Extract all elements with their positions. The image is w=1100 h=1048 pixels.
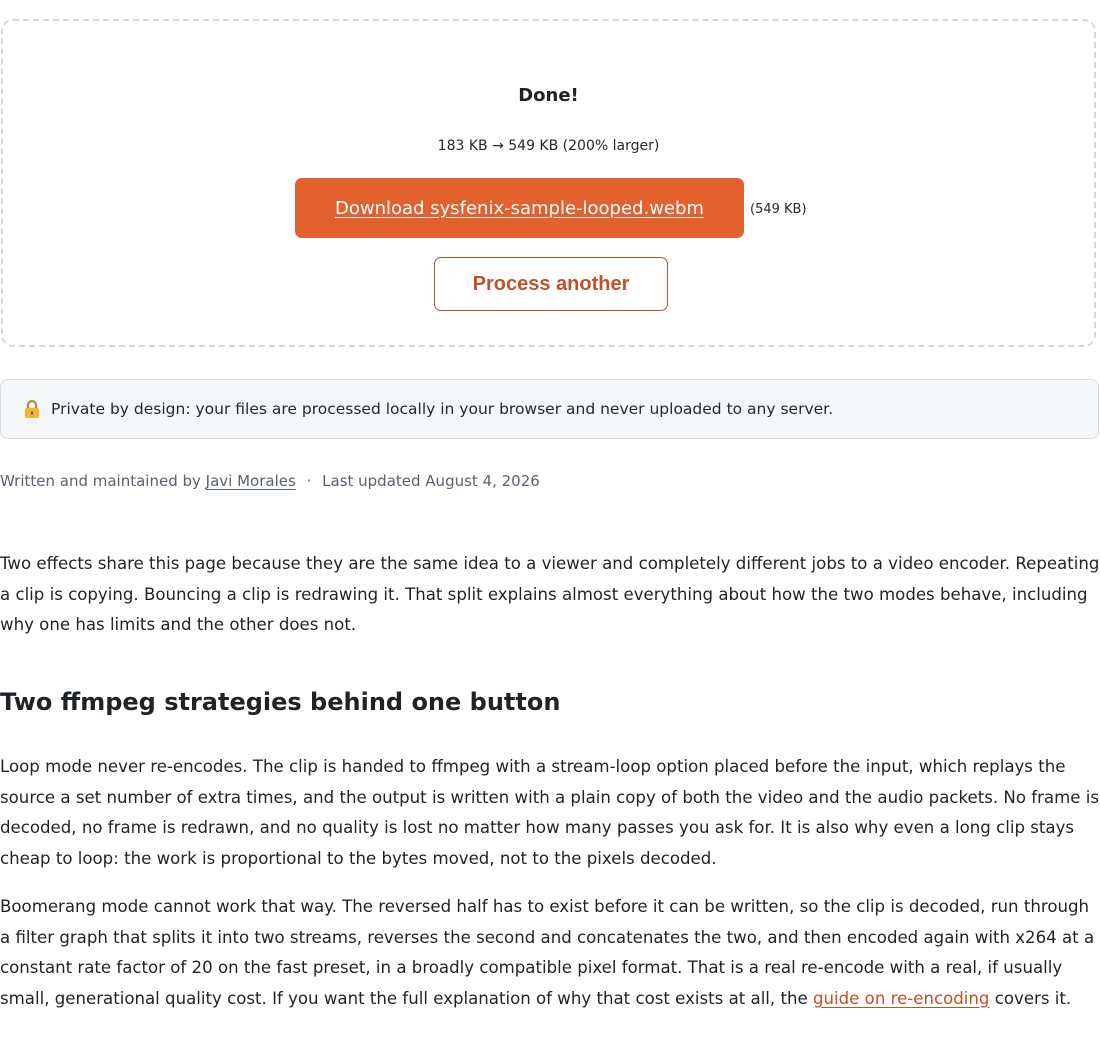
- boomerang-text: Boomerang mode cannot work that way. The reversed half has to exist before it can be written, so the clip is decoded, run through a filter graph that splits it into two streams, reverses the second and concatenates the two, and then encoded again with x264 at a constant rate factor of 20 on the fast preset, in a broadly compatible pixel format. That is a real re-encode with a real, if usually small, generational quality cost. If you want the full explanation of why that cost exists at all, the: [0, 897, 1095, 1008]
- loop-mode-paragraph: Loop mode never re-encodes. The clip is handed to ffmpeg with a stream-loop option placed before the input, which replays the source a set number of extra times, and the output is written with a plain copy of both the video and the audio packets. No frame is decoded, no frame is redrawn, and no quality is lost no matter how many passes you ask for. It is also why even a long clip stays cheap to loop: the work is proportional to the bytes moved, not to the pixels decoded.: [0, 757, 1099, 868]
- lock-icon: [23, 399, 41, 419]
- download-size: (549 KB): [750, 202, 807, 217]
- process-another-button[interactable]: Process another: [434, 257, 668, 311]
- done-title: Done!: [518, 85, 579, 106]
- boomerang-text-end: covers it.: [989, 988, 1072, 1008]
- size-summary: 183 KB → 549 KB (200% larger): [437, 138, 660, 154]
- byline-prefix: Written and maintained by: [0, 472, 201, 490]
- download-button[interactable]: Download sysfenix-sample-looped.webm: [295, 178, 744, 238]
- boomerang-mode-paragraph: [0, 892, 1100, 1014]
- last-updated: Last updated August 4, 2026: [322, 472, 540, 490]
- privacy-notice: [0, 379, 1099, 439]
- reencoding-guide-link[interactable]: guide on re-encoding: [812, 988, 990, 1008]
- result-card: [1, 19, 1096, 347]
- section-heading: Two ffmpeg strategies behind one button: [0, 688, 561, 716]
- byline-separator: ·: [306, 472, 312, 490]
- intro-paragraph: Two effects share this page because they are the same idea to a viewer and completely different jobs to a video encoder. Repeating a clip is copying. Bouncing a clip is redrawing it. That split explains almost everything about how the two modes behave, including why one has limits and the other does not.: [0, 554, 1100, 634]
- author-link[interactable]: Javi Morales: [205, 472, 296, 490]
- byline: [0, 472, 540, 490]
- privacy-text: Private by design: your files are processed locally in your browser and never uploaded to any server.: [51, 400, 834, 418]
